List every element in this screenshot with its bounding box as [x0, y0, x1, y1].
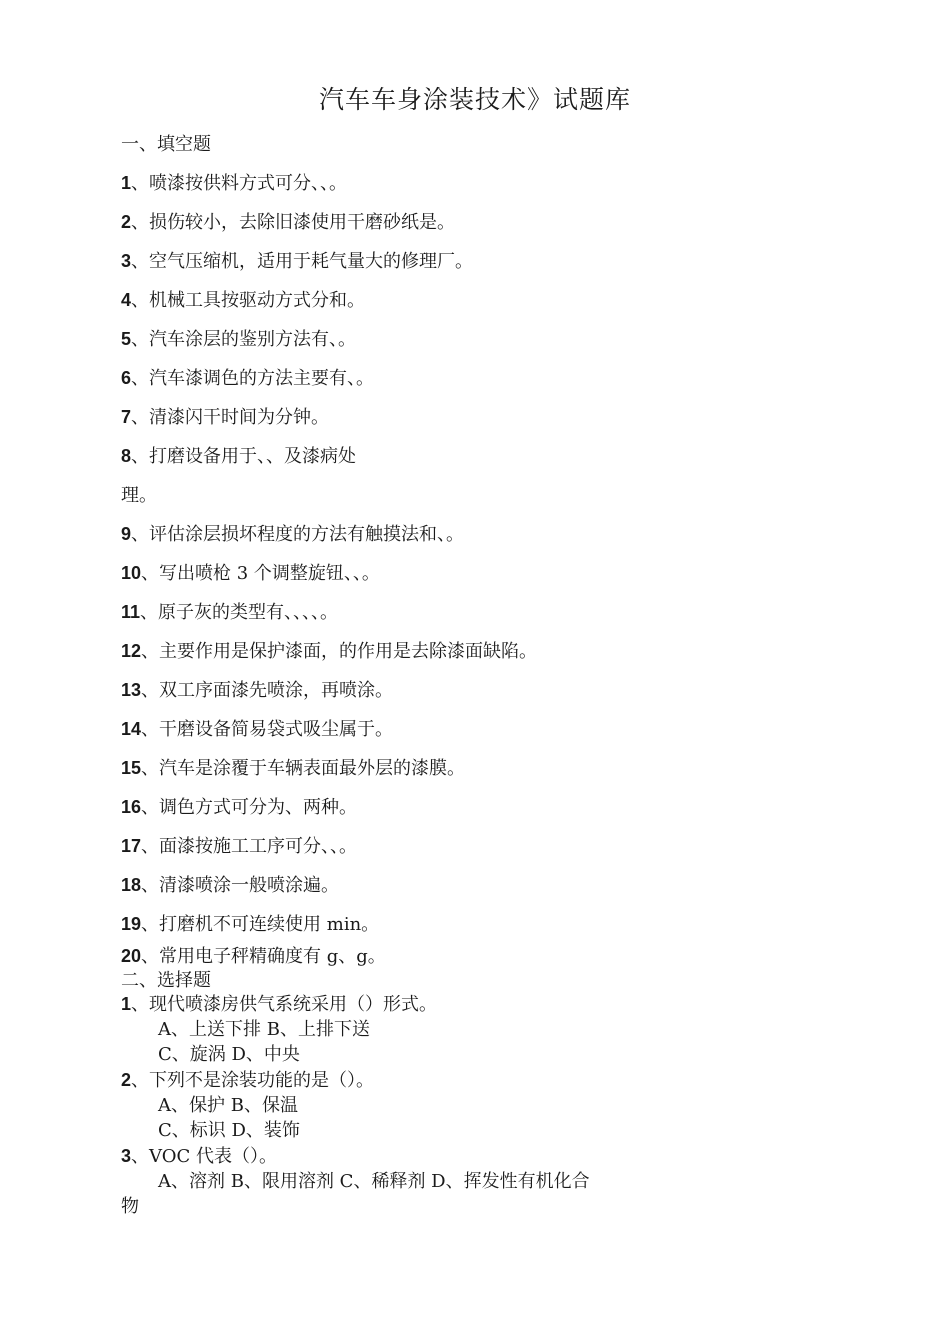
choice-1-options-cd: C、旋涡 D、中央 [158, 1044, 300, 1065]
fill-question-10: 10、写出喷枪 3 个调整旋钮、、。 [121, 563, 380, 584]
choice-question-1: 1、现代喷漆房供气系统采用（）形式。 [121, 994, 438, 1015]
fill-question-4: 4、机械工具按驱动方式分和。 [121, 290, 366, 311]
choice-3-options: A、溶剂 B、限用溶剂 C、稀释剂 D、挥发性有机化合 [158, 1171, 590, 1192]
choice-1-options-ab: A、上送下排 B、上排下送 [158, 1019, 370, 1040]
fill-question-12: 12、主要作用是保护漆面，的作用是去除漆面缺陷。 [121, 641, 538, 662]
choice-2-options-cd: C、标识 D、装饰 [158, 1120, 300, 1141]
choice-2-options-ab: A、保护 B、保温 [158, 1095, 298, 1116]
fill-question-9: 9、评估涂层损坏程度的方法有触摸法和、。 [121, 524, 465, 545]
section-heading-fill-blank: 一、填空题 [121, 134, 211, 155]
fill-question-3: 3、空气压缩机，适用于耗气量大的修理厂。 [121, 251, 474, 272]
choice-question-3: 3、VOC 代表（）。 [121, 1146, 277, 1167]
fill-question-20: 20、常用电子秤精确度有 g、g。 [121, 946, 386, 967]
fill-question-17: 17、面漆按施工工序可分、、。 [121, 836, 358, 857]
choice-3-options-continued: 物 [121, 1196, 139, 1217]
fill-question-16: 16、调色方式可分为、两种。 [121, 797, 358, 818]
fill-question-14: 14、干磨设备简易袋式吸尘属于。 [121, 719, 394, 740]
fill-question-11: 11、原子灰的类型有、、、、。 [121, 602, 339, 623]
fill-question-1: 1、喷漆按供料方式可分、、。 [121, 173, 348, 194]
fill-question-2: 2、损伤较小，去除旧漆使用干磨砂纸是。 [121, 212, 456, 233]
fill-question-19: 19、打磨机不可连续使用 min。 [121, 914, 380, 935]
fill-question-13: 13、双工序面漆先喷涂，再喷涂。 [121, 680, 394, 701]
fill-question-8-continued: 理。 [121, 485, 157, 506]
document-title: 汽车车身涂装技术》试题库 [318, 85, 631, 114]
fill-question-7: 7、清漆闪干时间为分钟。 [121, 407, 330, 428]
fill-question-8: 8、打磨设备用于、、及漆病处 [121, 446, 357, 467]
choice-question-2: 2、下列不是涂装功能的是（）。 [121, 1070, 375, 1091]
fill-question-5: 5、汽车涂层的鉴别方法有、。 [121, 329, 357, 350]
fill-question-18: 18、清漆喷涂一般喷涂遍。 [121, 875, 340, 896]
section-heading-choice: 二、选择题 [121, 970, 211, 991]
fill-question-6: 6、汽车漆调色的方法主要有、。 [121, 368, 375, 389]
fill-question-15: 15、汽车是涂覆于车辆表面最外层的漆膜。 [121, 758, 466, 779]
